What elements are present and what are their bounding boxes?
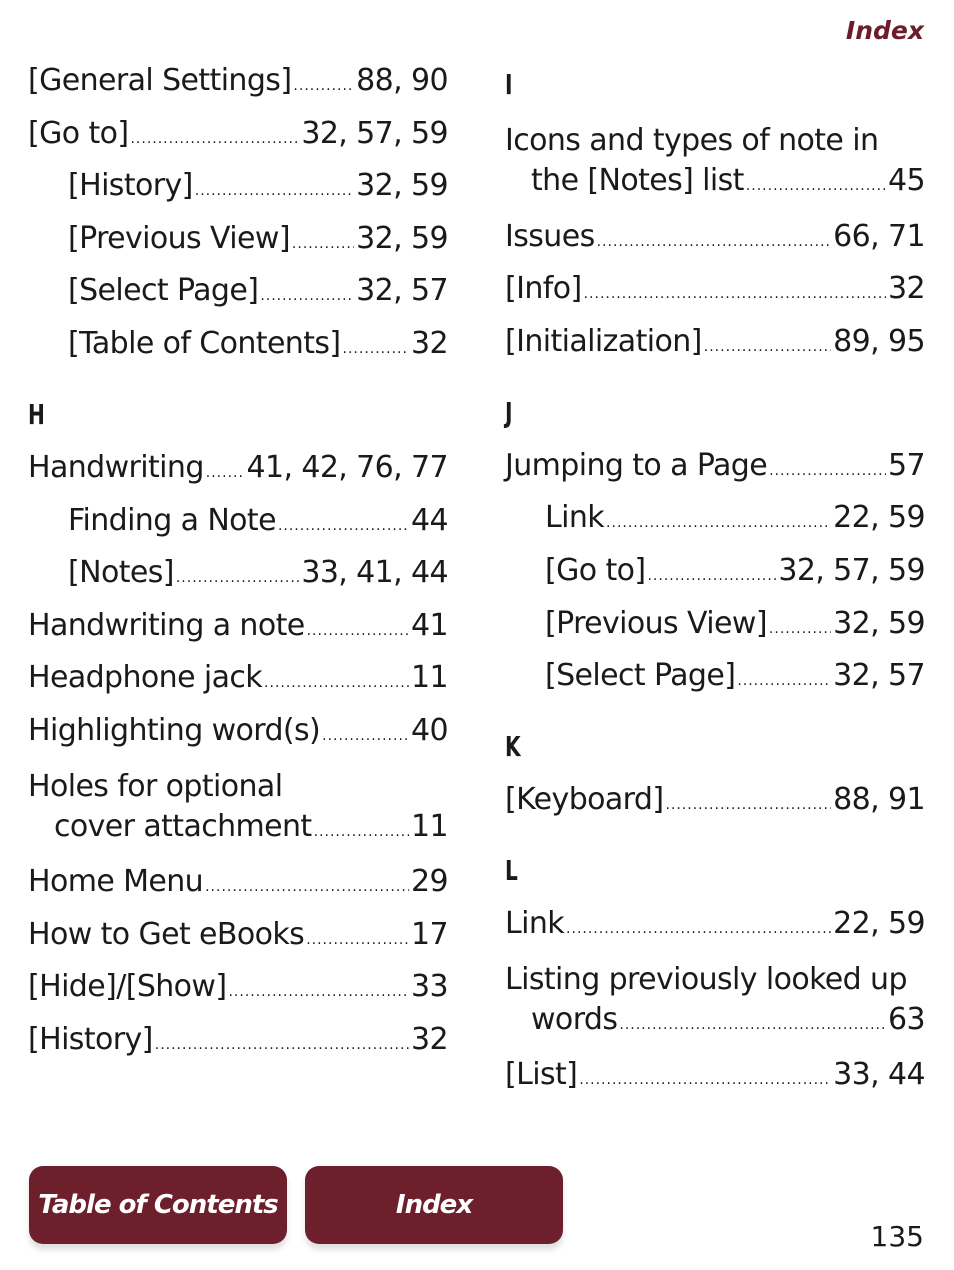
dot-leader <box>314 807 409 852</box>
index-pages[interactable]: 33, 44 <box>833 1057 925 1093</box>
index-column-right <box>505 64 925 1111</box>
index-pages[interactable]: 33 <box>411 969 448 1005</box>
index-term: Icons and types of note in <box>505 123 879 158</box>
dot-leader <box>292 222 354 261</box>
index-pages[interactable]: 32, 59 <box>356 220 448 256</box>
index-pages[interactable]: 32, 59 <box>833 605 925 641</box>
dot-leader <box>606 501 831 540</box>
dot-leader <box>647 554 776 593</box>
dot-leader <box>176 556 299 595</box>
index-term: [General Settings] <box>28 63 292 98</box>
index-term: Listing previously looked up <box>505 961 907 997</box>
dot-leader <box>155 1023 409 1062</box>
index-term: [Info] <box>505 271 582 307</box>
dot-leader <box>195 169 354 208</box>
section-letter: L <box>505 854 518 888</box>
index-pages[interactable]: 32 <box>411 325 448 361</box>
dot-leader <box>307 609 409 648</box>
index-term: [Go to] <box>545 552 646 588</box>
dot-leader <box>278 504 409 543</box>
dot-leader <box>293 64 354 103</box>
index-subentry[interactable] <box>505 659 925 698</box>
index-term: Issues <box>505 218 595 254</box>
index-term-continued: the [Notes] list <box>531 163 744 198</box>
index-pages[interactable]: 40 <box>411 712 448 748</box>
index-pages[interactable]: 32, 57 <box>356 273 448 309</box>
index-entry[interactable] <box>28 918 448 957</box>
dot-leader <box>206 451 245 490</box>
index-pages[interactable]: 11 <box>411 660 448 696</box>
dot-leader <box>704 325 831 364</box>
index-pages[interactable]: 32, 57, 59 <box>778 552 925 588</box>
index-term: [Notes] <box>68 555 174 591</box>
index-pages[interactable]: 44 <box>411 502 448 538</box>
dot-leader <box>260 274 354 313</box>
index-subentry[interactable] <box>505 554 925 593</box>
index-term: Headphone jack <box>28 660 263 696</box>
index-term: [Keyboard] <box>505 782 664 818</box>
index-subentry[interactable] <box>28 556 448 595</box>
dot-leader <box>228 970 409 1009</box>
index-pages[interactable]: 32, 57, 59 <box>301 115 448 151</box>
dot-leader <box>205 865 409 904</box>
index-entry[interactable] <box>28 970 448 1009</box>
section-letter: I <box>505 68 513 101</box>
index-pages[interactable]: 22, 59 <box>833 500 925 536</box>
index-term: [Table of Contents] <box>68 325 341 361</box>
index-term: Highlighting word(s) <box>28 712 321 748</box>
index-entry[interactable] <box>505 449 925 488</box>
index-subentry[interactable] <box>28 169 448 208</box>
index-column-left <box>28 64 448 1076</box>
index-pages[interactable]: 32, 57 <box>833 658 925 694</box>
index-subentry[interactable] <box>28 274 448 313</box>
index-entry[interactable] <box>505 1058 925 1097</box>
index-subentry[interactable] <box>505 501 925 540</box>
index-pages[interactable]: 32 <box>411 1021 448 1057</box>
index-term: [Select Page] <box>68 273 259 309</box>
index-pages[interactable]: 57 <box>888 447 925 483</box>
index-pages[interactable]: 41, 42, 76, 77 <box>246 449 448 485</box>
index-term: [Go to] <box>28 115 129 151</box>
dot-leader <box>566 907 831 946</box>
index-pages[interactable]: 11 <box>411 808 448 844</box>
index-subentry[interactable] <box>28 222 448 261</box>
index-pages[interactable]: 22, 59 <box>833 906 925 942</box>
index-term: [Hide]/[Show] <box>28 969 227 1005</box>
index-button[interactable]: Index <box>305 1166 563 1244</box>
section-letter: H <box>28 397 45 431</box>
index-pages[interactable]: 45 <box>888 163 925 198</box>
index-entry[interactable] <box>28 767 448 852</box>
index-term: [Select Page] <box>545 658 736 694</box>
section-letter: K <box>505 730 521 764</box>
index-term-continued: cover attachment <box>54 808 312 844</box>
index-pages[interactable]: 32, 59 <box>356 168 448 204</box>
index-term: Finding a Note <box>68 502 276 538</box>
index-entry[interactable] <box>28 451 448 490</box>
header-title: Index <box>845 16 924 45</box>
dot-leader <box>619 1000 886 1045</box>
index-entry[interactable] <box>505 121 925 206</box>
dot-leader <box>306 918 409 957</box>
dot-leader <box>665 783 831 822</box>
index-entry[interactable] <box>505 220 925 259</box>
index-pages[interactable]: 41 <box>411 607 448 643</box>
index-term: [List] <box>505 1057 578 1093</box>
index-pages[interactable]: 88, 90 <box>356 63 448 98</box>
index-entry[interactable] <box>28 64 448 103</box>
index-term: Jumping to a Page <box>505 447 768 483</box>
index-entry[interactable] <box>505 783 925 822</box>
index-entry[interactable] <box>505 325 925 364</box>
index-subentry[interactable] <box>28 327 448 366</box>
dot-leader <box>769 607 831 646</box>
section-letter: J <box>505 395 513 429</box>
dot-leader <box>597 220 832 259</box>
index-term-continued: words <box>531 1001 618 1037</box>
dot-leader <box>746 161 886 206</box>
dot-leader <box>130 117 299 156</box>
index-term: Link <box>505 906 565 942</box>
index-entry[interactable] <box>28 1023 448 1062</box>
index-term: Home Menu <box>28 864 204 900</box>
index-entry[interactable] <box>505 272 925 311</box>
dot-leader <box>322 714 409 753</box>
index-entry[interactable] <box>505 960 925 1045</box>
index-subentry[interactable] <box>28 504 448 543</box>
index-pages[interactable]: 66, 71 <box>833 218 925 254</box>
index-pages[interactable]: 17 <box>411 916 448 952</box>
index-entry[interactable] <box>28 714 448 753</box>
index-pages[interactable]: 88, 91 <box>833 782 925 818</box>
index-term: Link <box>545 500 605 536</box>
index-entry[interactable] <box>28 661 448 700</box>
index-entry[interactable] <box>28 865 448 904</box>
page-number: 135 <box>870 1220 924 1253</box>
index-term: Handwriting <box>28 449 204 485</box>
dot-leader <box>579 1058 831 1097</box>
dot-leader <box>584 272 886 311</box>
dot-leader <box>769 449 886 488</box>
dot-leader <box>737 659 831 698</box>
index-term: [Initialization] <box>505 323 702 359</box>
index-pages[interactable]: 29 <box>411 864 448 900</box>
index-term: Holes for optional <box>28 768 283 804</box>
index-subentry[interactable] <box>505 607 925 646</box>
index-term: [Previous View] <box>545 605 767 641</box>
table-of-contents-button[interactable]: Table of Contents <box>29 1166 287 1244</box>
index-term: [History] <box>28 1021 153 1057</box>
index-term: [Previous View] <box>68 220 290 256</box>
index-term: [History] <box>68 168 193 204</box>
index-entry[interactable] <box>28 609 448 648</box>
index-pages[interactable]: 89, 95 <box>833 323 925 359</box>
index-pages[interactable]: 32 <box>888 271 925 307</box>
index-term: Handwriting a note <box>28 607 305 643</box>
index-entry[interactable] <box>28 117 448 156</box>
index-term: How to Get eBooks <box>28 916 305 952</box>
index-pages[interactable]: 63 <box>888 1001 925 1037</box>
index-pages[interactable]: 33, 41, 44 <box>301 555 448 591</box>
dot-leader <box>264 661 409 700</box>
dot-leader <box>343 327 409 366</box>
index-entry[interactable] <box>505 907 925 946</box>
